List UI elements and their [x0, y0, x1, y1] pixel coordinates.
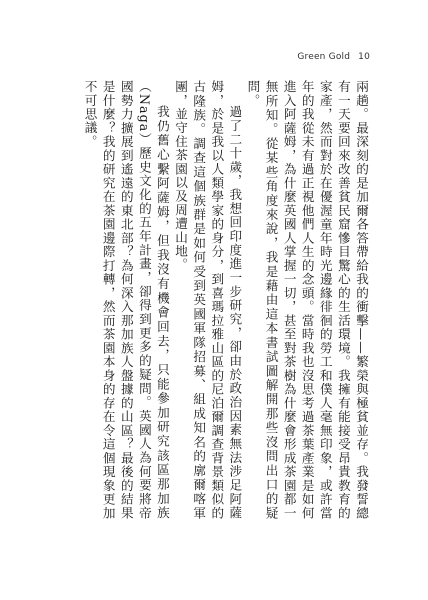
paragraph-2: 過了二十歲，我想回印度進一步研究，卻由於政治因素無法涉足阿薩姆，於是我以人類學家的身分，到喜瑪拉雅山區的尼泊爾調查背景類似的古隆族。調查這個族群是如何受到英國軍隊招募、組成知名的廓爾喀軍團，並守住茶園以及周遭山地。: [173, 80, 243, 520]
paragraph-1: 兩趟。最深刻的是加爾各答帶給我的衝擊——繁榮與極貧並存。我發誓總有一天要回來改善貧民窟慘目驚心的生活環境。我擁有能接受昂貴教育的家產，然而對於在優渥童年時光邊緣徘徊的勞工和僕人毫無印象，或許當年的我從未有過正視他們人生的念頭。當時我也沒思考過茶葉產業是如何進入阿薩姆，為什麼英國人掌握一切，甚至對茶樹為什麼會形成茶園都一無所知。從某些角度來說，我是藉由這本書試圖解開那些沒問出口的疑問。: [245, 80, 369, 520]
page-number: 10: [358, 52, 370, 62]
running-head-title: Green Gold: [297, 52, 351, 62]
body-text: [81, 80, 371, 520]
running-head: [297, 52, 370, 62]
paragraph-3: 我仍舊心繫阿薩姆，但我沒有機會回去，只能參加研究該區那加族（Naga）歷史文化的五年計畫，卻得到更多的疑問。英國人為何要將帝國勢力擴展到遙遠的東北部？為何深入那加族人盤據的山區？最後的結果是什麼？我的研究在茶園邊際打轉，然而茶園本身的存在令這個現象更加不可思議。: [82, 80, 170, 520]
